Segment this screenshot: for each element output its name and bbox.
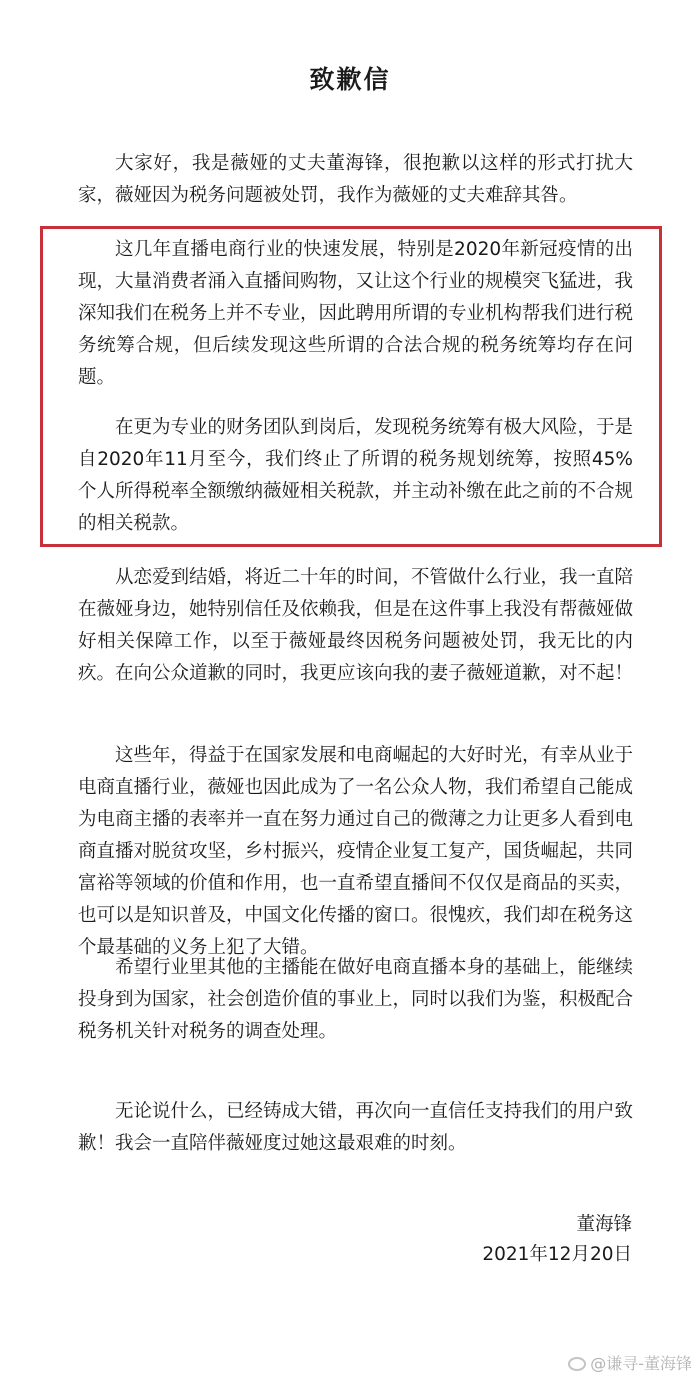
- watermark-text: @谦寻-董海锋: [590, 1354, 692, 1373]
- paragraph-tax-background: 这几年直播电商行业的快速发展，特别是2020年新冠疫情的出现，大量消费者涌入直播间购物，又让这个行业的规模突飞猛进，我深知我们在税务上并不专业，因此聘用所谓的专业机构帮我们进行税务统筹合规，但后续发现这些所谓的合法合规的税务统筹均存在问题。: [78, 239, 634, 388]
- paragraph-industry: 这些年，得益于在国家发展和电商崛起的大好时光，有幸从业于电商直播行业，薇娅也因此成为了一名公众人物，我们希望自己能成为电商主播的表率并一直在努力通过自己的微薄之力让更多人看到电商直播对脱贫攻坚，乡村振兴，疫情企业复工复产，国货崛起，共同富裕等领域的价值和作用，也一直希望直播间不仅仅是商品的买卖，也可以是知识普及，中国文化传播的窗口。很愧疚，我们却在税务这个最基础的义务上犯了大错。: [78, 745, 634, 958]
- weibo-icon: [568, 1357, 586, 1371]
- paragraph-hope: 希望行业里其他的主播能在做好电商直播本身的基础上，能继续投身到为国家，社会创造价值的事业上，同时以我们为鉴，积极配合税务机关针对税务的调查处理。: [78, 957, 634, 1042]
- letter-title: 致歉信: [309, 65, 391, 94]
- signature-date: 2021年12月20日: [482, 1244, 632, 1265]
- paragraph-closing: 无论说什么，已经铸成大错，再次向一直信任支持我们的用户致歉！我会一直陪伴薇娅度过她这最艰难的时刻。: [78, 1101, 634, 1154]
- watermark: [568, 1353, 692, 1375]
- paragraph-apology-wife: 从恋爱到结婚，将近二十年的时间，不管做什么行业，我一直陪在薇娅身边，她特别信任及依赖我，但是在这件事上我没有帮薇娅做好相关保障工作，以至于薇娅最终因税务问题被处罚，我无比的内疚。在向公众道歉的同时，我更应该向我的妻子薇娅道歉，对不起！: [78, 567, 634, 684]
- paragraph-greeting: 大家好，我是薇娅的丈夫董海锋，很抱歉以这样的形式打扰大家，薇娅因为税务问题被处罚，我作为薇娅的丈夫难辞其咎。: [78, 153, 633, 206]
- signature-name: 董海锋: [576, 1214, 632, 1235]
- paragraph-tax-correction: 在更为专业的财务团队到岗后，发现税务统筹有极大风险，于是自2020年11月至今，我们终止了所谓的税务规划统筹，按照45%个人所得税率全额缴纳薇娅相关税款，并主动补缴在此之前的不合规的相关税款。: [78, 417, 634, 534]
